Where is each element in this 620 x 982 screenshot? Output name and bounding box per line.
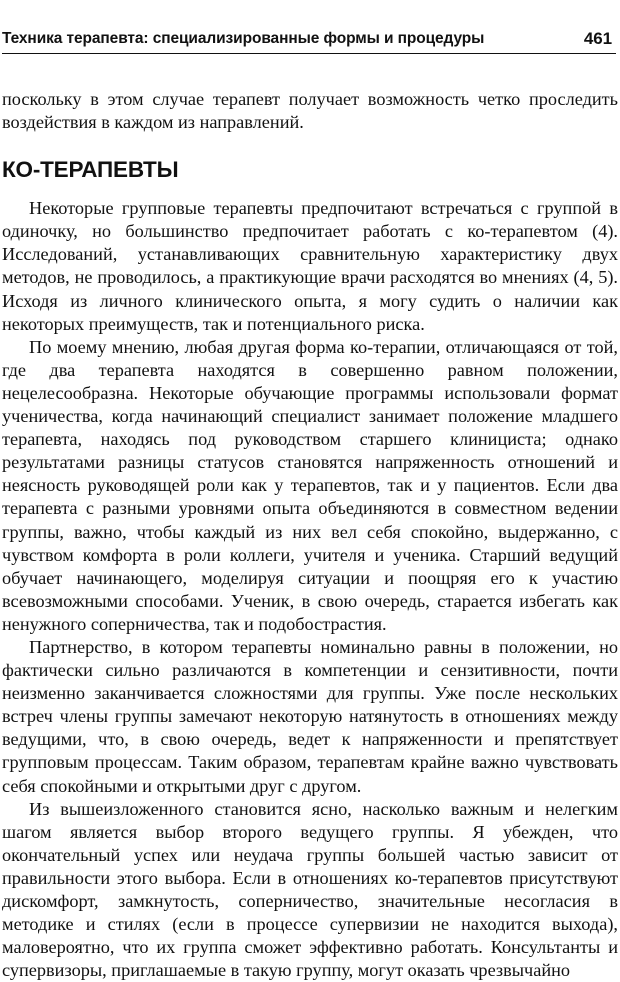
paragraph: Из вышеизложенного становится ясно, насколько важным и нелегким шагом является выбор второго ведущего группы. Я убежден, что окончательный успех или неудача группы большей частью зависит от правильности этого выбора. Если в отношениях ко-терапевтов присутствуют дискомфорт, замкнутость, соперничество, значительные несогласия в методике и стилях (если в процессе супервизии не находится выхода), маловероятно, что их группа сможет эффективно работать. Консультанты и супервизоры, приглашаемые в такую группу, могут оказать чрезвычайно <box>2 798 618 981</box>
paragraph: По моему мнению, любая другая форма ко-терапии, отличающаяся от той, где два терапевта находятся в совершенно равном положении, нецелесообразна. Некоторые обучающие программы использовали формат ученичества, когда начинающий специалист занимает положение младшего терапевта, находясь под руководством старшего клинициста; однако результатами разницы статусов становятся напряженность отношений и неясность руководящей роли как у терапевтов, так и у пациентов. Если два терапевта с разными уровнями опыта объединяются в совместном ведении группы, важно, чтобы каждый из них вел себя спокойно, выдержанно, с чувством комфорта в роли коллеги, учителя и ученика. Старший ведущий обучает начинающего, моделируя ситуации и поощряя его к участию всевозможными способами. Ученик, в свою очередь, старается избегать как ненужного соперничества, так и подобострастия. <box>2 336 618 634</box>
paragraph: Некоторые групповые терапевты предпочитают встречаться с группой в одиночку, но большинство предпочитает работать с ко-терапевтом (4). Исследований, устанавливающих сравнительную характеристику двух методов, не проводилось, а практикующие врачи расходятся во мнениях (4, 5). Исходя из личного клинического опыта, я могу судить о наличии как некоторых преимуществ, так и потенциального риска. <box>2 198 618 334</box>
page-number: 461 <box>583 29 612 48</box>
body-text <box>2 88 618 982</box>
section-heading: КО-ТЕРАПЕВТЫ <box>2 157 179 183</box>
running-title: Техника терапевта: специализированные формы и процедуры <box>2 30 485 47</box>
paragraph: Партнерство, в котором терапевты номинально равны в положении, но фактически сильно различаются в компетенции и сензитивности, почти неизменно заканчивается сложностями для группы. Уже после нескольких встреч члены группы замечают некоторую натянутость в отношениях между ведущими, что, в свою очередь, ведет к напряженности и препятствует групповым процессам. Таким образом, терапевтам крайне важно чувствовать себя спокойными и открытыми друг с другом. <box>2 636 618 796</box>
running-header <box>2 28 616 50</box>
lead-paragraph: поскольку в этом случае терапевт получает возможность четко проследить воздействия в каждом из направлений. <box>2 89 618 133</box>
header-rule <box>2 53 616 54</box>
